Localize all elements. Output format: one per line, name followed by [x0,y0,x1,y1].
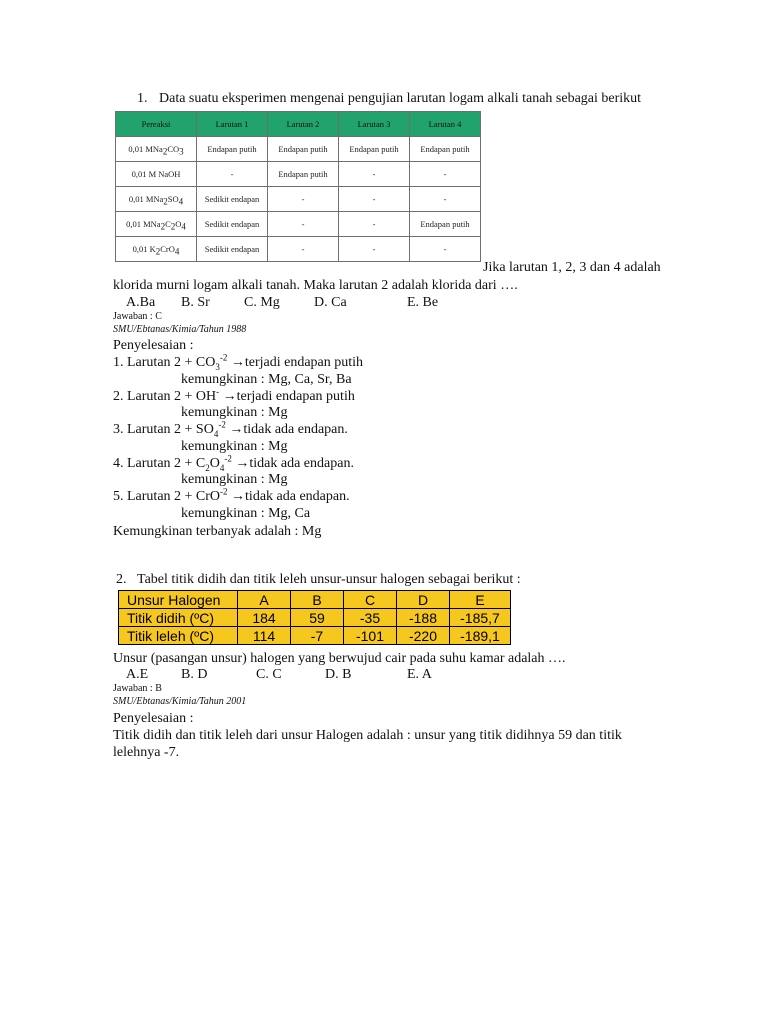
table-cell: - [268,212,339,237]
table-cell: Sedikit endapan [197,212,268,237]
reagent-cell: 0,01 M NaOH [116,162,197,187]
table-row [119,591,511,609]
q1-header-cell: Larutan 2 [268,112,339,137]
table-cell: - [339,187,410,212]
q1-question: Data suatu eksperimen mengenai pengujian larutan logam alkali tanah sebagai berikut [159,91,642,106]
table-cell: Endapan putih [410,212,481,237]
q1-question-cont-1: Jika larutan 1, 2, 3 dan 4 adalah [483,260,661,275]
solution-step-2: 2. Larutan 2 + OH- →terjadi endapan putih [113,386,355,404]
q2-option: B. D [181,667,208,682]
q2-solution-line-1: Titik didih dan titik leleh dari unsur Halogen adalah : unsur yang titik didihnya 59 dan titik [113,728,622,743]
q2-header-cell: B [291,591,344,609]
q1-header-cell: Larutan 3 [339,112,410,137]
reagent-cell: 0,01 $MNa_2C_2O_4$ [116,212,197,237]
solution-kemungkinan: kemungkinan : Mg [181,439,288,454]
table-cell: Endapan putih [339,137,410,162]
table-row [116,162,481,187]
q1-option: D. Ca [314,295,347,310]
q2-answer: Jawaban : B [113,683,162,694]
reagent-cell: 0,01 $K_2CrO_4$ [116,237,197,262]
q1-table [115,111,481,262]
solution-step-3: 3. Larutan $2 + SO_4^{-2}$ →tidak ada endapan. [113,419,348,439]
q1-conclusion: Kemungkinan terbanyak adalah : Mg [113,524,322,539]
table-cell: - [268,237,339,262]
q2-solution-title: Penyelesaian : [113,711,194,726]
table-cell: 184 [238,609,291,627]
table-cell: Endapan putih [410,137,481,162]
q2-header-cell: Unsur Halogen [119,591,238,609]
table-cell: - [410,162,481,187]
solution-step-1: 1. Larutan $2 + CO_3^{-2}$ →terjadi endapan putih [113,352,364,372]
table-cell: -185,7 [450,609,511,627]
table-cell: - [410,237,481,262]
solution-kemungkinan: kemungkinan : Mg, Ca [181,506,311,521]
table-cell: - [268,187,339,212]
q1-solution-title: Penyelesaian : [113,338,194,353]
table-cell: - [339,237,410,262]
q2-header-cell: C [344,591,397,609]
table-row [116,137,481,162]
table-cell: -188 [397,609,450,627]
table-row [119,627,511,645]
table-cell: - [339,212,410,237]
table-cell: -220 [397,627,450,645]
q2-option: A.E [126,667,149,682]
q1-option: E. Be [407,295,439,310]
table-row [116,212,481,237]
table-cell: 114 [238,627,291,645]
q1-option: A.Ba [126,295,156,310]
table-cell: -7 [291,627,344,645]
q2-source: SMU/Ebtanas/Kimia/Tahun 2001 [113,696,247,707]
table-cell: Endapan putih [268,162,339,187]
q1-header-cell: Larutan 4 [410,112,481,137]
table-cell: - [410,187,481,212]
q2-question-cont: Unsur (pasangan unsur) halogen yang berwujud cair pada suhu kamar adalah …. [113,651,566,666]
q1-source: SMU/Ebtanas/Kimia/Tahun 1988 [113,324,247,335]
table-cell: 59 [291,609,344,627]
solution-step-4: 4. Larutan $2 + C_2O_4^{-2}$ →tidak ada endapan. [113,453,354,473]
q2-option: D. B [325,667,352,682]
table-row [116,187,481,212]
q2-header-cell: D [397,591,450,609]
table-row [119,609,511,627]
reagent-cell: 0,01 $MNa_2CO_3$ [116,137,197,162]
solution-kemungkinan: kemungkinan : Mg, Ca, Sr, Ba [181,372,352,387]
q2-table [118,590,511,645]
q2-solution-line-2: lelehnya -7. [113,745,180,760]
q2-header-cell: A [238,591,291,609]
q1-answer: Jawaban : C [113,311,162,322]
table-cell: -189,1 [450,627,511,645]
reagent-cell: 0,01 $MNa_2SO_4$ [116,187,197,212]
solution-kemungkinan: kemungkinan : Mg [181,472,288,487]
solution-kemungkinan: kemungkinan : Mg [181,405,288,420]
q1-header-cell: Pereaksi [116,112,197,137]
q1-option: C. Mg [244,295,280,310]
q1-number: 1. [137,91,148,106]
table-cell: Titik leleh (ºC) [119,627,238,645]
table-row [116,237,481,262]
q1-header-cell: Larutan 1 [197,112,268,137]
table-cell: Endapan putih [268,137,339,162]
table-cell: - [197,162,268,187]
table-cell: -101 [344,627,397,645]
q1-option: B. Sr [181,295,210,310]
q2-question: Tabel titik didih dan titik leleh unsur-unsur halogen sebagai berikut : [137,572,521,587]
solution-step-5: 5. Larutan 2 + CrO$^{-2}$ →tidak ada endapan. [113,486,350,504]
q2-option: C. C [256,667,282,682]
q1-question-cont-2: klorida murni logam alkali tanah. Maka larutan 2 adalah klorida dari …. [113,278,518,293]
table-cell: Endapan putih [197,137,268,162]
q1-table-header [116,112,481,137]
q2-number: 2. [116,572,127,587]
q2-header-cell: E [450,591,511,609]
table-cell: Sedikit endapan [197,187,268,212]
table-cell: Sedikit endapan [197,237,268,262]
q2-option: E. A [407,667,432,682]
table-cell: Titik didih (ºC) [119,609,238,627]
table-cell: - [339,162,410,187]
table-cell: -35 [344,609,397,627]
